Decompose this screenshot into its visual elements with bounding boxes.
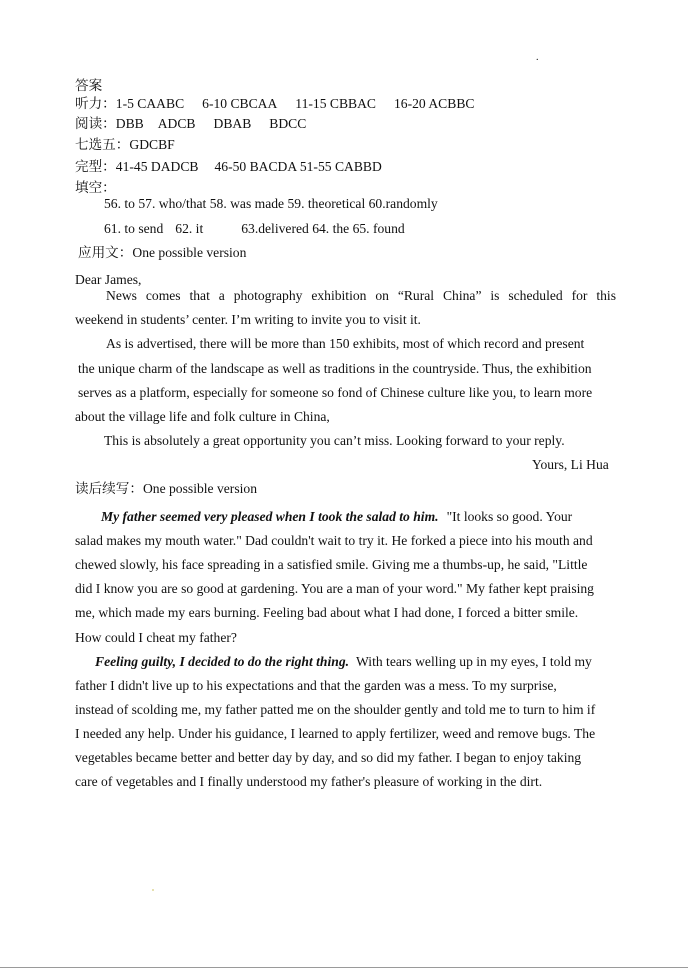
reading-group: DBB bbox=[115, 116, 144, 131]
word: that bbox=[189, 288, 210, 303]
page-heading: 答案 bbox=[75, 78, 103, 93]
word: on bbox=[375, 288, 389, 303]
continuation-writing-label: 读后续写：One possible version bbox=[75, 481, 257, 496]
reading-label: 阅读： bbox=[75, 116, 116, 131]
listening-group: 11-15 CBBAC bbox=[295, 96, 376, 111]
reading-group: BDCC bbox=[269, 116, 307, 131]
application-writing-label: 应用文：One possible version bbox=[78, 245, 247, 260]
cloze-part: 46-50 BACDA 51-55 CABBD bbox=[214, 159, 382, 174]
letter-paragraph-line: weekend in students’ center. I’m writing to invite you to visit it. bbox=[75, 312, 421, 327]
letter-paragraph-line: This is absolutely a great opportunity you can’t miss. Looking forward to your reply. bbox=[104, 433, 565, 448]
story-paragraph-line: chewed slowly, his face spreading in a satisfied smile. Giving me a thumbs-up, he said, "Little bbox=[75, 557, 588, 572]
reading-group: DBAB bbox=[213, 116, 252, 131]
story-lead-sentence: My father seemed very pleased when I took the salad to him. bbox=[101, 509, 439, 524]
listening-answers bbox=[75, 97, 474, 111]
word: is bbox=[490, 288, 500, 303]
word: exhibition bbox=[311, 288, 367, 303]
cloze-part: 完型：41-45 DADCB bbox=[75, 159, 199, 174]
listening-group: 1-5 CAABC bbox=[115, 96, 185, 111]
story-paragraph-line: instead of scolding me, my father patted me on the shoulder gently and told me to turn to him if bbox=[75, 702, 596, 717]
letter-paragraph-line: the unique charm of the landscape as well as traditions in the countryside. Thus, the exhibition bbox=[78, 361, 592, 376]
word: “Rural bbox=[397, 288, 435, 303]
seven-choose-five-answers: 七选五：GDCBF bbox=[75, 137, 175, 152]
word: a bbox=[218, 288, 225, 303]
fill-in-label: 填空： bbox=[75, 180, 116, 195]
listening-label: 听力： bbox=[75, 96, 116, 111]
story-paragraph-line: me, which made my ears burning. Feeling bad about what I had done, I forced a bitter smile. bbox=[75, 605, 579, 620]
corner-mark: . bbox=[536, 52, 539, 63]
letter-paragraph-line: serves as a platform, especially for someone so fond of Chinese culture like you, to learn more bbox=[78, 385, 593, 400]
fill-in-line bbox=[104, 222, 405, 236]
fill-in-part: 63.delivered 64. the 65. found bbox=[241, 221, 405, 236]
fill-in-part: 62. it bbox=[175, 221, 204, 236]
cloze-answers bbox=[75, 160, 382, 174]
word: scheduled bbox=[508, 288, 563, 303]
fill-in-line: 56. to 57. who/that 58. was made 59. theoretical 60.randomly bbox=[104, 196, 438, 211]
word: this bbox=[596, 288, 616, 303]
story-paragraph-line: father I didn't live up to his expectations and that the garden was a mess. To my surprise, bbox=[75, 678, 557, 693]
reading-group: ADCB bbox=[157, 116, 196, 131]
letter-salutation: Dear James, bbox=[75, 272, 142, 287]
reading-answers bbox=[75, 117, 306, 131]
letter-paragraph-line: about the village life and folk culture in China, bbox=[75, 409, 330, 424]
letter-paragraph-line: As is advertised, there will be more than 150 exhibits, most of which record and present bbox=[106, 336, 585, 351]
listening-group: 6-10 CBCAA bbox=[202, 96, 278, 111]
story-text: "It looks so good. Your bbox=[446, 509, 573, 524]
story-paragraph-line: care of vegetables and I finally understood my father's pleasure of working in the dirt. bbox=[75, 774, 543, 789]
story-paragraph-line: How could I cheat my father? bbox=[75, 630, 237, 645]
word: photography bbox=[233, 288, 303, 303]
word: China” bbox=[442, 288, 482, 303]
word: News bbox=[106, 288, 137, 303]
story-lead-sentence: Feeling guilty, I decided to do the right thing. bbox=[95, 654, 350, 669]
story-paragraph-line: I needed any help. Under his guidance, I learned to apply fertilizer, weed and remove bugs. The bbox=[75, 726, 596, 741]
letter-paragraph-line bbox=[106, 289, 616, 303]
story-paragraph-line: vegetables became better and better day by day, and so did my father. I began to enjoy taking bbox=[75, 750, 582, 765]
story-paragraph-line bbox=[101, 510, 572, 524]
story-paragraph-line: salad makes my mouth water." Dad couldn't wait to try it. He forked a piece into his mouth and bbox=[75, 533, 593, 548]
story-text: With tears welling up in my eyes, I told my bbox=[356, 654, 592, 669]
word: comes bbox=[145, 288, 181, 303]
story-paragraph-line bbox=[95, 655, 592, 669]
stray-speck bbox=[152, 889, 154, 891]
story-paragraph-line: did I know you are so good at gardening. You are a man of your word." My father kept praising bbox=[75, 581, 594, 596]
listening-group: 16-20 ACBBC bbox=[394, 96, 475, 111]
word: for bbox=[571, 288, 588, 303]
fill-in-part: 61. to send bbox=[104, 221, 164, 236]
page-bottom-divider bbox=[0, 967, 688, 968]
letter-signature: Yours, Li Hua bbox=[532, 457, 609, 472]
